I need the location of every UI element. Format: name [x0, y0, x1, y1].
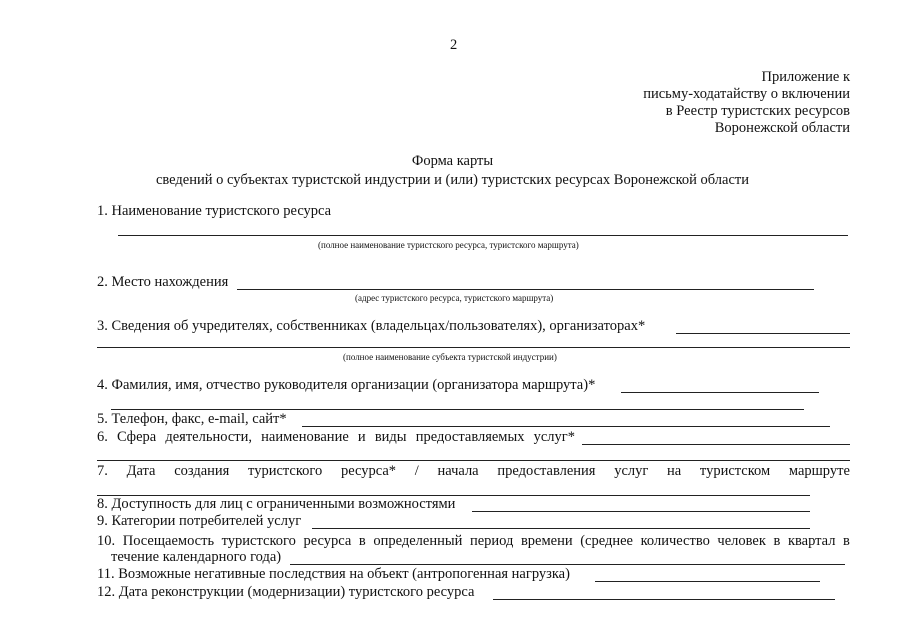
appendix-line-3: в Реестр туристских ресурсов [665, 103, 850, 119]
item-6-label: 6. Сфера деятельности, наименование и виды предоставляемых услуг* [97, 429, 575, 445]
item-8-label: 8. Доступность для лиц с ограниченными возможностями [97, 496, 456, 512]
item-5-label: 5. Телефон, факс, e-mail, сайт* [97, 411, 287, 427]
item-9-field-line[interactable] [312, 528, 810, 529]
item-8-field-line[interactable] [472, 511, 810, 512]
item-10-label-cont: течение календарного года) [111, 549, 282, 565]
item-6-field-line-2[interactable] [97, 460, 850, 461]
page-number: 2 [450, 37, 458, 53]
form-subtitle: сведений о субъектах туристской индустрии и (или) туристских ресурсах Воронежской области [155, 172, 750, 188]
item-9-label: 9. Категории потребителей услуг [97, 513, 302, 529]
item-1-hint: (полное наименование туристского ресурса, туристского маршрута) [318, 240, 579, 250]
item-3-field-line-2[interactable] [97, 347, 850, 348]
item-3-hint: (полное наименование субъекта туристской индустрии) [343, 352, 557, 362]
item-11-label: 11. Возможные негативные последствия на объект (антропогенная нагрузка) [97, 566, 570, 582]
item-4-field-line-2[interactable] [111, 409, 804, 410]
item-11-field-line[interactable] [595, 581, 820, 582]
item-12-label: 12. Дата реконструкции (модернизации) туристского ресурса [97, 584, 475, 600]
form-title: Форма карты [411, 153, 494, 169]
item-12-field-line[interactable] [493, 599, 835, 600]
item-7-label: 7. Дата создания туристского ресурса* / начала предоставления услуг на туристском маршруте [97, 463, 850, 479]
item-10-field-line[interactable] [290, 564, 845, 565]
item-1-label: 1. Наименование туристского ресурса [97, 203, 332, 219]
appendix-line-1: Приложение к [761, 69, 850, 85]
item-4-label: 4. Фамилия, имя, отчество руководителя организации (организатора маршрута)* [97, 377, 596, 393]
item-4-field-line[interactable] [621, 392, 819, 393]
item-3-label: 3. Сведения об учредителях, собственниках (владельцах/пользователях), организаторах* [97, 318, 646, 334]
item-6-field-line[interactable] [582, 444, 850, 445]
item-2-label: 2. Место нахождения [97, 274, 229, 290]
item-10-label: 10. Посещаемость туристского ресурса в определенный период времени (среднее количество человек в квартал в [97, 533, 850, 549]
appendix-line-2: письму-ходатайству о включении [643, 86, 850, 102]
appendix-line-4: Воронежской области [714, 120, 850, 136]
item-2-hint: (адрес туристского ресурса, туристского маршрута) [355, 293, 554, 303]
item-3-field-line[interactable] [676, 333, 850, 334]
item-2-field-line[interactable] [237, 289, 814, 290]
item-1-field-line[interactable] [118, 235, 848, 236]
item-5-field-line[interactable] [302, 426, 830, 427]
